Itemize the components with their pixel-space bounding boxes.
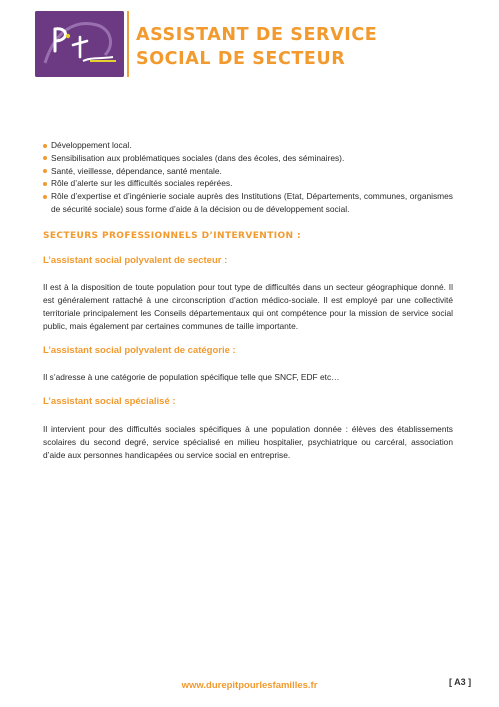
bullet-list <box>43 139 453 216</box>
title-line-2: SOCIAL DE SECTEUR <box>136 49 346 69</box>
list-item: Sensibilisation aux problématiques sociales (dans des écoles, des séminaires). <box>43 152 453 165</box>
title-line-1: ASSISTANT DE SERVICE <box>136 25 378 45</box>
subsection-heading: L’assistant social polyvalent de secteur : <box>43 254 228 266</box>
list-item: Rôle d’alerte sur les difficultés sociales repérées. <box>43 177 453 190</box>
title-divider <box>127 11 129 77</box>
section-heading: SECTEURS PROFESSIONNELS D’INTERVENTION : <box>43 230 302 241</box>
list-item: Santé, vieillesse, dépendance, santé mentale. <box>43 165 453 178</box>
logo <box>35 11 124 77</box>
subsection-heading: L’assistant social polyvalent de catégorie : <box>43 344 236 356</box>
list-item: Développement local. <box>43 139 453 152</box>
main-content <box>43 139 453 461</box>
page-number: [ A3 ] <box>449 677 472 687</box>
paragraph: Il s’adresse à une catégorie de population spécifique telle que SNCF, EDF etc… <box>43 372 340 383</box>
paragraph: Il est à la disposition de toute population pour tout type de difficultés dans un secteur géographique donné. Il est généralement rattaché à une circonscription d’action médico-sociale. Il est employé par une collectivité territoriale principalement les Conseils départementaux qui ont compétence pour la mission de service social public, mais également par certaines communes de taille importante. <box>43 282 453 331</box>
paragraph: Il intervient pour des difficultés sociales spécifiques à une population donnée : élèves des établissements scolaires du second degré, service spécialisé en milieu hospitalier, psychiatrique ou carcéral, association d’aide aux personnes handicapées ou service social en entreprise. <box>43 423 453 460</box>
list-item: Rôle d’expertise et d’ingénierie sociale auprès des Institutions (Etat, Départements, communes, organismes de sécurité sociale) sous forme d’aide à la décision ou de développement social. <box>43 190 453 216</box>
website-link[interactable]: www.durepitpourlesfamilles.fr <box>181 680 318 691</box>
subsection-heading: L’assistant social spécialisé : <box>43 396 176 408</box>
page-title <box>136 23 377 71</box>
